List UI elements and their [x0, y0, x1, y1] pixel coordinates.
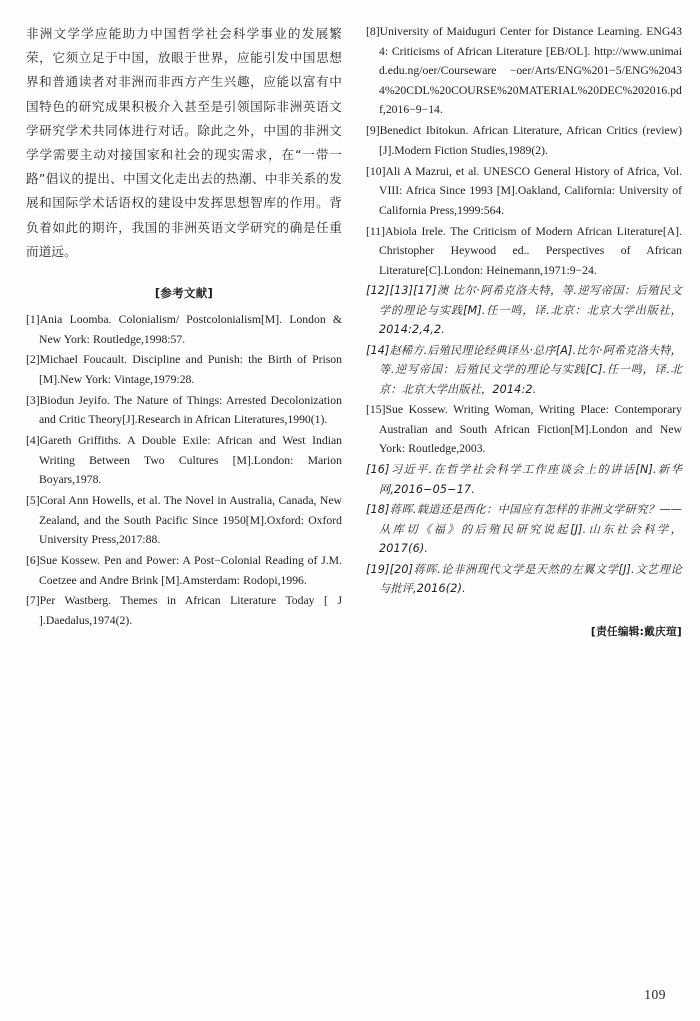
left-column	[26, 22, 342, 639]
reference-item: [15]Sue Kossew. Writing Woman, Writing Place: Contemporary Australian and South African Fiction[M].London and New York: Routledge,2003.	[366, 403, 682, 456]
reference-item: [11]Abiola Irele. The Criticism of Modern African Literature[A]. Christopher Heywood ed.. Perspectives of African Literature[C].London: Heinemann,1971:9−24.	[366, 224, 682, 277]
reference-item: [18]蒋晖.载道还是西化：中国应有怎样的非洲文学研究？——从库切《福》的后殖民研究说起[J].山东社会科学，2017(6).	[366, 503, 682, 556]
conclusion-paragraph: 非洲文学学应能助力中国哲学社会科学事业的发展繁荣，它须立足于中国，放眼于世界，应能引发中国思想界和普通读者对非洲而非西方产生兴趣，应能以富有中国特色的研究成果积极介入甚至是引领国际非洲英语文学研究学术共同体进行对话。除此之外，中国的非洲文学学需要主动对接国家和社会的现实需求，在“一带一路”倡议的提出、中国文化走出去的热潮、中非关系的发展和国际学术话语权的建设中发挥思想智库的作用。背负着如此的期许，我国的非洲英语文学研究的确是任重而道远。	[26, 26, 342, 259]
reference-item: [2]Michael Foucault. Discipline and Punish: the Birth of Prison [M].New York: Vintage,1979:28.	[26, 353, 342, 386]
reference-item: [10]Ali A Mazrui, et al. UNESCO General History of Africa, Vol. VIII: Africa Since 1993 [M].Oakland, California: University of California Press,1999:564.	[366, 164, 682, 217]
reference-item: [19][20]蒋晖.论非洲现代文学是天然的左翼文学[J].文艺理论与批评,2016(2).	[366, 562, 682, 596]
reference-item: [3]Biodun Jeyifo. The Nature of Things: Arrested Decolonization and Critic Theory[J].Research in African Literatures,1990(1).	[26, 393, 342, 427]
references-list-right	[366, 22, 682, 598]
reference-item: [4]Gareth Griffiths. A Double Exile: African and West Indian Writing Between Two Cultures [M].London: Marion Boyars,1978.	[26, 434, 342, 487]
references-heading: [参考文献]	[154, 286, 214, 301]
right-column	[366, 22, 682, 639]
reference-item: [12][13][17]澳 比尔·阿希克洛夫特，等.逆写帝国：后殖民文学的理论与实践[M].任一鸣，译.北京：北京大学出版社，2014:2,4,2.	[366, 284, 682, 337]
reference-item: [16]习近平.在哲学社会科学工作座谈会上的讲话[N].新华网,2016−05−17.	[366, 463, 682, 496]
reference-item: [9]Benedict Ibitokun. African Literature, African Critics (review)[J].Modern Fiction Studies,1989(2).	[366, 124, 682, 157]
page-number: 109	[644, 987, 666, 1002]
reference-item: [7]Per Wastberg. Themes in African Literature Today [ J ].Daedalus,1974(2).	[26, 594, 342, 628]
reference-item: [8]University of Maiduguri Center for Distance Learning. ENG434: Criticisms of African Literature [EB/OL]. http://www.unimaid.edu.ng/oer/Courseware −oer/Arts/ENG%201−5/ENG%20434%20CDL%20COURSE%20MATERIAL%20DEC%202016.pdf,2016−9−14.	[366, 25, 682, 117]
reference-item: [6]Sue Kossew. Pen and Power: A Post−Colonial Reading of J.M. Coetzee and Andre Brink [M].Amsterdam: Rodopi,1996.	[26, 554, 342, 587]
two-column-layout	[26, 22, 682, 639]
reference-item: [5]Coral Ann Howells, et al. The Novel in Australia, Canada, New Zealand, and the South Pacific Since 1950[M].Oxford: Oxford University Press,2017:88.	[26, 494, 342, 547]
reference-item: [14]赵稀方.后殖民理论经典译丛·总序[A].比尔·阿希克洛夫特，等.逆写帝国：后殖民文学的理论与实践[C].任一鸣，译.北京：北京大学出版社，2014:2.	[366, 343, 682, 396]
references-list-left	[26, 310, 342, 631]
reference-item: [1]Ania Loomba. Colonialism/ Postcolonialism[M]. London & New York: Routledge,1998:57.	[26, 313, 342, 346]
editor-credit: [责任编辑:戴庆瑄]	[590, 626, 682, 639]
